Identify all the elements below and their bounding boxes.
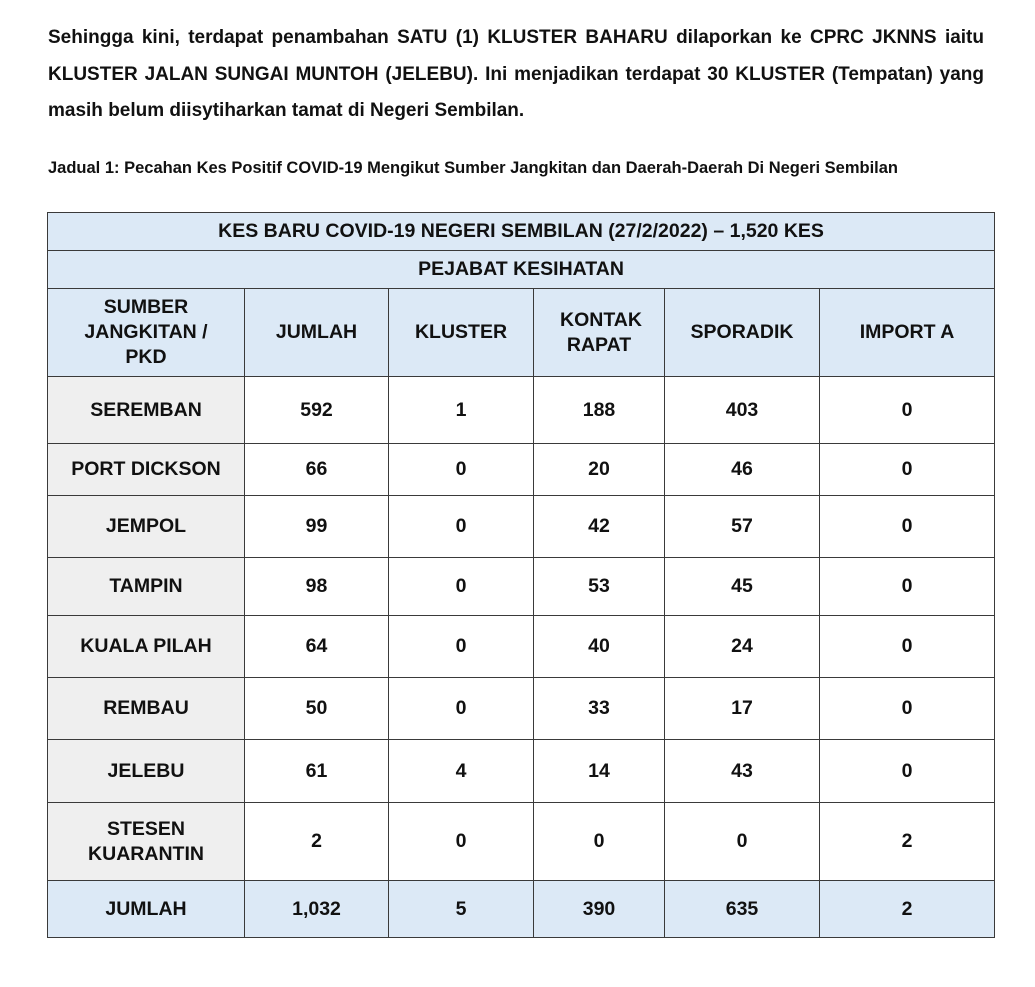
cell-jumlah: 99 xyxy=(245,496,389,558)
table-row xyxy=(48,496,995,558)
total-label: JUMLAH xyxy=(48,881,245,938)
col-header-jumlah: JUMLAH xyxy=(245,289,389,377)
covid-cases-table xyxy=(47,212,995,938)
cell-kluster: 4 xyxy=(389,740,534,803)
cell-jumlah: 592 xyxy=(245,377,389,444)
cell-kluster: 0 xyxy=(389,444,534,496)
cell-import: 0 xyxy=(820,496,995,558)
total-import: 2 xyxy=(820,881,995,938)
col-header-source: SUMBER JANGKITAN / PKD xyxy=(48,289,245,377)
table-row xyxy=(48,558,995,616)
cell-sporadik: 57 xyxy=(665,496,820,558)
table-row xyxy=(48,740,995,803)
cell-kontak: 53 xyxy=(534,558,665,616)
cell-jumlah: 66 xyxy=(245,444,389,496)
total-row xyxy=(48,881,995,938)
district-name: STESEN KUARANTIN xyxy=(48,803,245,881)
total-sporadik: 635 xyxy=(665,881,820,938)
total-kontak: 390 xyxy=(534,881,665,938)
cell-kontak: 42 xyxy=(534,496,665,558)
cell-sporadik: 24 xyxy=(665,616,820,678)
district-name: PORT DICKSON xyxy=(48,444,245,496)
cell-kontak: 40 xyxy=(534,616,665,678)
cell-import: 2 xyxy=(820,803,995,881)
col-header-sporadik: SPORADIK xyxy=(665,289,820,377)
cell-import: 0 xyxy=(820,616,995,678)
district-name: REMBAU xyxy=(48,678,245,740)
cell-sporadik: 43 xyxy=(665,740,820,803)
cell-kluster: 0 xyxy=(389,616,534,678)
district-name: KUALA PILAH xyxy=(48,616,245,678)
district-name: TAMPIN xyxy=(48,558,245,616)
cell-kluster: 0 xyxy=(389,803,534,881)
total-kluster: 5 xyxy=(389,881,534,938)
cell-import: 0 xyxy=(820,377,995,444)
cell-kluster: 0 xyxy=(389,558,534,616)
cell-jumlah: 64 xyxy=(245,616,389,678)
intro-paragraph: Sehingga kini, terdapat penambahan SATU (1) KLUSTER BAHARU dilaporkan ke CPRC JKNNS iaitu KLUSTER JALAN SUNGAI MUNTOH (JELEBU). Ini menjadikan terdapat 30 KLUSTER (Tempatan) yang masih belum diisytiharkan tamat di Negeri Sembilan. xyxy=(48,27,984,121)
table-row xyxy=(48,616,995,678)
cell-jumlah: 50 xyxy=(245,678,389,740)
cell-sporadik: 45 xyxy=(665,558,820,616)
cell-kontak: 14 xyxy=(534,740,665,803)
cell-jumlah: 61 xyxy=(245,740,389,803)
total-jumlah: 1,032 xyxy=(245,881,389,938)
table-row xyxy=(48,444,995,496)
cell-sporadik: 17 xyxy=(665,678,820,740)
cell-import: 0 xyxy=(820,558,995,616)
table-title: KES BARU COVID-19 NEGERI SEMBILAN (27/2/2022) – 1,520 KES xyxy=(48,213,995,251)
cell-sporadik: 0 xyxy=(665,803,820,881)
cell-jumlah: 98 xyxy=(245,558,389,616)
cell-kontak: 20 xyxy=(534,444,665,496)
district-name: JEMPOL xyxy=(48,496,245,558)
district-name: SEREMBAN xyxy=(48,377,245,444)
cell-jumlah: 2 xyxy=(245,803,389,881)
cell-sporadik: 46 xyxy=(665,444,820,496)
table-subtitle: PEJABAT KESIHATAN xyxy=(48,251,995,289)
cell-import: 0 xyxy=(820,678,995,740)
table-row xyxy=(48,377,995,444)
col-header-import: IMPORT A xyxy=(820,289,995,377)
cell-kluster: 0 xyxy=(389,496,534,558)
col-header-kluster: KLUSTER xyxy=(389,289,534,377)
table-caption: Jadual 1: Pecahan Kes Positif COVID-19 Mengikut Sumber Jangkitan dan Daerah-Daerah Di Negeri Sembilan xyxy=(48,159,898,177)
cell-import: 0 xyxy=(820,740,995,803)
cell-kluster: 1 xyxy=(389,377,534,444)
cell-import: 0 xyxy=(820,444,995,496)
cell-kontak: 0 xyxy=(534,803,665,881)
cell-sporadik: 403 xyxy=(665,377,820,444)
district-name: JELEBU xyxy=(48,740,245,803)
cell-kluster: 0 xyxy=(389,678,534,740)
column-header-row xyxy=(48,289,995,377)
col-header-kontak-rapat: KONTAK RAPAT xyxy=(534,289,665,377)
cell-kontak: 33 xyxy=(534,678,665,740)
cell-kontak: 188 xyxy=(534,377,665,444)
table-row xyxy=(48,803,995,881)
table-row xyxy=(48,678,995,740)
